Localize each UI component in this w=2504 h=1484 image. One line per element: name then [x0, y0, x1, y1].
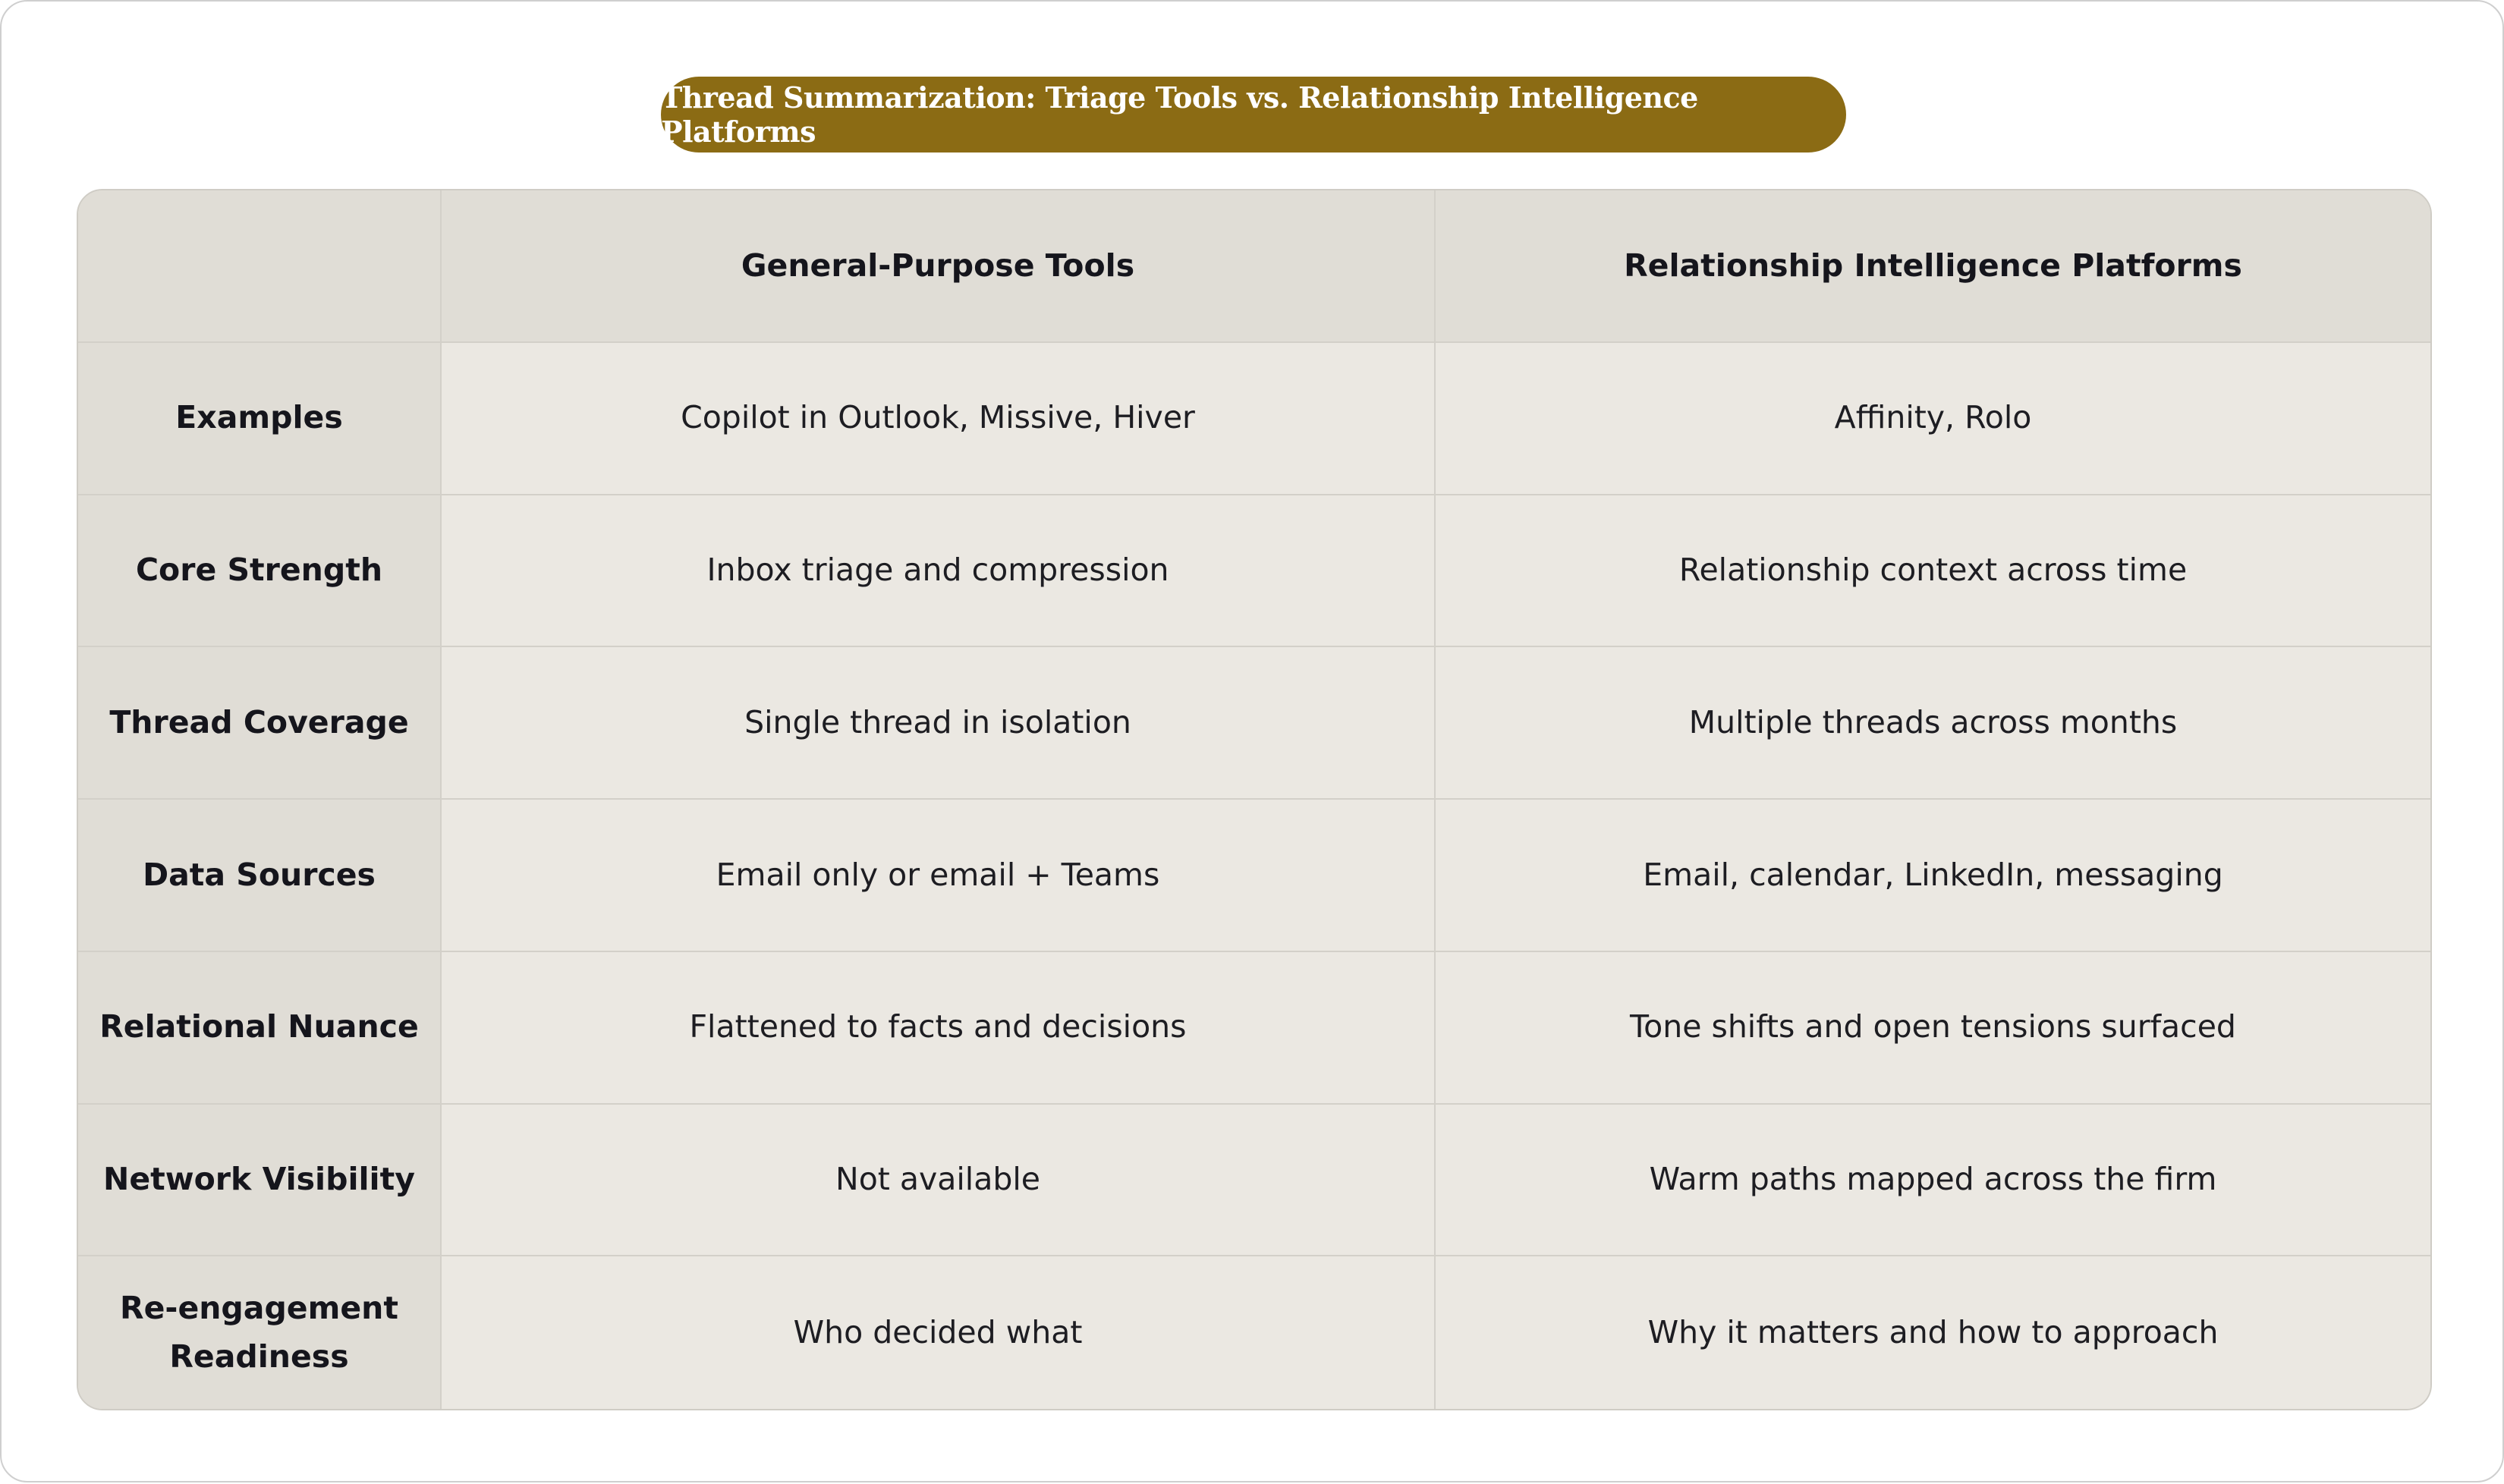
table-cell: Tone shifts and open tensions surfaced	[1436, 952, 2430, 1105]
row-label-core-strength: Core Strength	[78, 495, 442, 648]
row-label-relational-nuance: Relational Nuance	[78, 952, 442, 1105]
row-label-thread-coverage: Thread Coverage	[78, 647, 442, 800]
row-label-data-sources: Data Sources	[78, 800, 442, 952]
row-label-network-visibility: Network Visibility	[78, 1105, 442, 1257]
column-header-general-purpose: General-Purpose Tools	[442, 190, 1436, 343]
table-cell: Single thread in isolation	[442, 647, 1436, 800]
table-corner-cell	[78, 190, 442, 343]
table-cell: Flattened to facts and decisions	[442, 952, 1436, 1105]
table-cell: Affinity, Rolo	[1436, 343, 2430, 495]
comparison-table	[77, 189, 2432, 1410]
table-cell: Multiple threads across months	[1436, 647, 2430, 800]
table-cell: Copilot in Outlook, Missive, Hiver	[442, 343, 1436, 495]
table-cell: Email, calendar, LinkedIn, messaging	[1436, 800, 2430, 952]
table-cell: Who decided what	[442, 1256, 1436, 1409]
row-label-examples: Examples	[78, 343, 442, 495]
table-cell: Warm paths mapped across the firm	[1436, 1105, 2430, 1257]
table-cell: Email only or email + Teams	[442, 800, 1436, 952]
page-title: Thread Summarization: Triage Tools vs. Relationship Intelligence Platforms	[661, 77, 1846, 152]
column-header-relationship-intelligence: Relationship Intelligence Platforms	[1436, 190, 2430, 343]
table-cell: Not available	[442, 1105, 1436, 1257]
table-cell: Inbox triage and compression	[442, 495, 1436, 648]
table-cell: Why it matters and how to approach	[1436, 1256, 2430, 1409]
table-cell: Relationship context across time	[1436, 495, 2430, 648]
row-label-re-engagement-readiness: Re-engagement Readiness	[78, 1256, 442, 1409]
